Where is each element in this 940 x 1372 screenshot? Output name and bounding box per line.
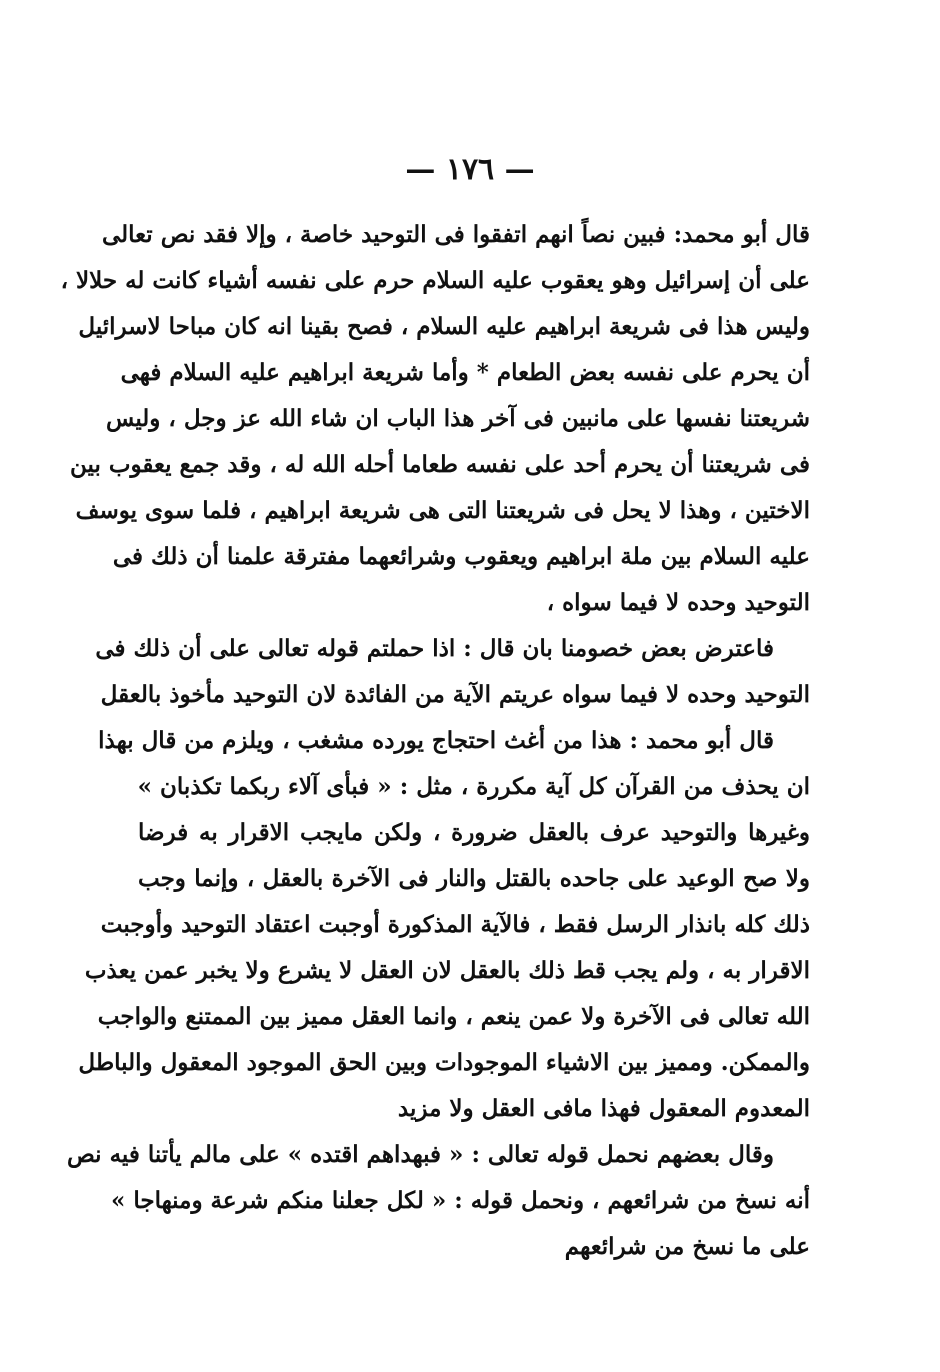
page-number: — ١٧٦ — [405,152,535,187]
text-line: فى شريعتنا أن يحرم أحد على نفسه طعاما أحله الله له ، وقد جمع يعقوب بين [70,451,810,478]
text-line: الاختين ، وهذا لا يحل فى شريعتنا التى هى شريعة ابراهيم ، فلما سوى يوسف [75,497,810,524]
text-line: عليه السلام بين ملة ابراهيم ويعقوب وشرائعهما مفترقة علمنا أن ذلك فى [112,543,810,570]
text-line: التوحيد وحده لا فيما سواه عريتم الآية من الفائدة لان التوحيد مأخوذ بالعقل [100,681,810,708]
text-line: التوحيد وحده لا فيما سواه ، [546,589,810,616]
text-line: والممكن. ومميز بين الاشياء الموجودات وبين الحق الموجود المعقول والباطل [78,1049,810,1076]
text-line: قال أبو محمد : هذا من أغث احتجاج يورده مشغب ، ويلزم من قال بهذا [98,727,774,754]
text-line: على ما نسخ من شرائعهم [564,1233,810,1260]
text-line: شريعتنا نفسها على مانبين فى آخر هذا الباب ان شاء الله عز وجل ، وليس [106,405,810,432]
text-line: على أن إسرائيل وهو يعقوب عليه السلام حرم على نفسه أشياء كانت له حلالا ، [60,267,810,294]
text-line: وقال بعضهم نحمل قوله تعالى : « فبهداهم اقتده » على مالم يأتنا فيه نص [66,1141,774,1168]
text-line: الاقرار به ، ولم يجب قط ذلك بالعقل لان العقل لا يشرع ولا يخبر عمن يعذب [84,957,810,984]
text-line: فاعترض بعض خصومنا بان قال : اذا حملتم قوله تعالى على أن ذلك فى [95,635,774,662]
text-line: وليس هذا فى شريعة ابراهيم عليه السلام ، فصح بقينا انه كان مباحا لاسرائيل [78,313,810,340]
text-line: المعدوم المعقول فهذا مافى العقل ولا مزيد [397,1095,810,1122]
text-line: قال أبو محمد: فبين نصاً انهم اتفقوا فى التوحيد خاصة ، وإلا فقد نص تعالى [102,221,810,248]
text-line: ولا صح الوعيد على جاحده بالقتل والنار فى الآخرة بالعقل ، وإنما وجب [138,865,810,892]
text-line: الله تعالى فى الآخرة ولا عمن ينعم ، وانما العقل مميز بين الممتنع والواجب [97,1003,810,1030]
text-line: وغيرها والتوحيد عرف بالعقل ضرورة ، ولكن مايجب الاقرار به فرضا [138,819,810,846]
text-line: أن يحرم على نفسه بعض الطعام * وأما شريعة ابراهيم عليه السلام فهى [120,359,810,386]
text-line: ذلك كله بانذار الرسل فقط ، فالآية المذكورة أوجبت اعتقاد التوحيد وأوجبت [100,911,810,938]
body-text [60,212,810,1270]
text-line: ان يحذف من القرآن كل آية مكررة ، مثل : « فبأى آلاء ربكما تكذبان » [137,773,810,800]
text-line: أنه نسخ من شرائعهم ، ونحمل قوله : « لكل جعلنا منكم شرعة ومنهاجا » [110,1187,810,1214]
